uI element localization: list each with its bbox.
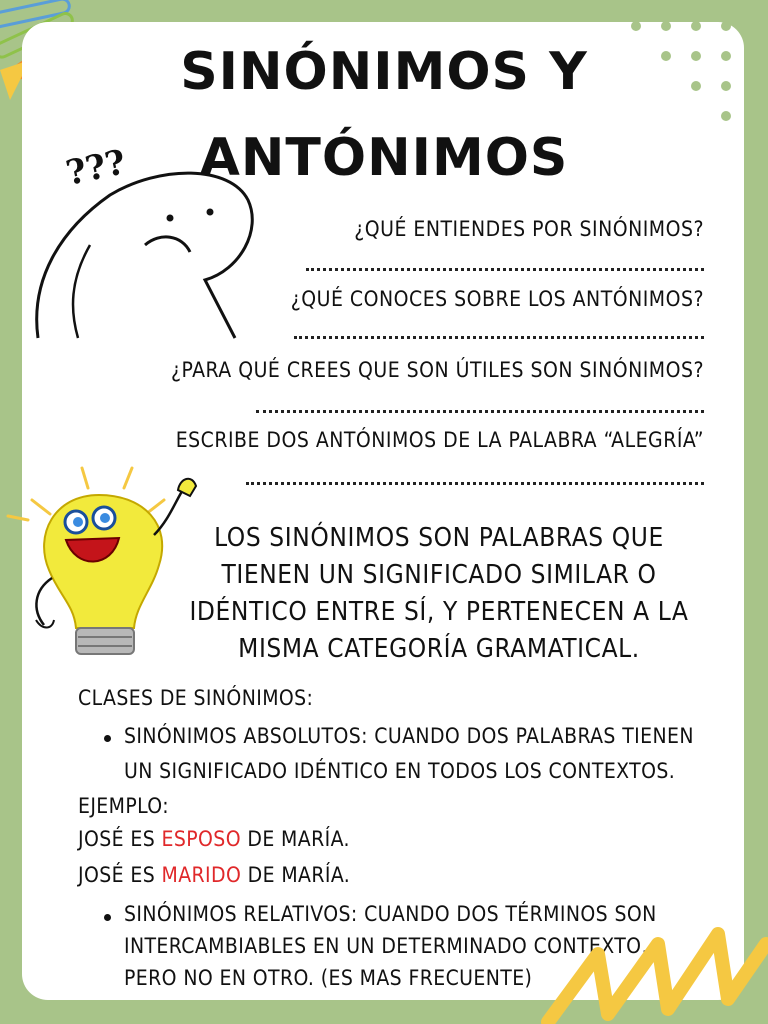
answer-line-3[interactable] [256, 410, 704, 413]
example-1-before: JOSÉ ES [78, 827, 162, 851]
answer-line-4[interactable] [246, 482, 704, 485]
bullet-absolutos [104, 735, 111, 742]
question-3: ¿PARA QUÉ CREES QUE SON ÚTILES SON SINÓNIMOS? [171, 358, 704, 382]
absolutos-line2: UN SIGNIFICADO IDÉNTICO EN TODOS LOS CONTEXTOS. [124, 759, 676, 783]
confused-face-icon [30, 160, 270, 340]
example-2-highlight: MARIDO [161, 863, 242, 887]
bullet-relativos [104, 914, 111, 921]
absolutos-line1: SINÓNIMOS ABSOLUTOS: CUANDO DOS PALABRAS TIENEN [124, 724, 694, 748]
squiggle-decoration [538, 914, 768, 1024]
relativos-line3: PERO NO EN OTRO. (ES MAS FRECUENTE) [124, 966, 533, 990]
example-heading: EJEMPLO: [78, 794, 169, 818]
question-4: ESCRIBE DOS ANTÓNIMOS DE LA PALABRA “ALEGRÍA” [175, 428, 704, 452]
example-2-after: DE MARÍA. [241, 863, 351, 887]
page-title-line1: SINÓNIMOS Y [180, 42, 588, 102]
example-1-highlight: ESPOSO [161, 827, 241, 851]
answer-line-2[interactable] [294, 336, 704, 339]
question-marks: ??? [62, 142, 130, 194]
example-2-before: JOSÉ ES [78, 863, 162, 887]
example-1 [78, 824, 350, 854]
definition-text: LOS SINÓNIMOS SON PALABRAS QUE TIENEN UN SIGNIFICADO SIMILAR O IDÉNTICO ENTRE SÍ, Y PERTENECEN A LA MISMA CATEGORÍA GRAMATICAL. [189, 523, 689, 664]
relativos-line1: SINÓNIMOS RELATIVOS: CUANDO DOS TÉRMINOS SON [124, 902, 657, 926]
relativos-line2: INTERCAMBIABLES EN UN DETERMINADO CONTEXTO, [124, 934, 648, 958]
example-2 [78, 860, 350, 890]
example-1-after: DE MARÍA. [240, 827, 350, 851]
answer-line-1[interactable] [306, 268, 704, 271]
classes-heading: CLASES DE SINÓNIMOS: [78, 686, 314, 710]
question-1: ¿QUÉ ENTIENDES POR SINÓNIMOS? [354, 217, 704, 241]
question-2: ¿QUÉ CONOCES SOBRE LOS ANTÓNIMOS? [290, 287, 704, 311]
page-title-line2: ANTÓNIMOS [199, 128, 569, 188]
